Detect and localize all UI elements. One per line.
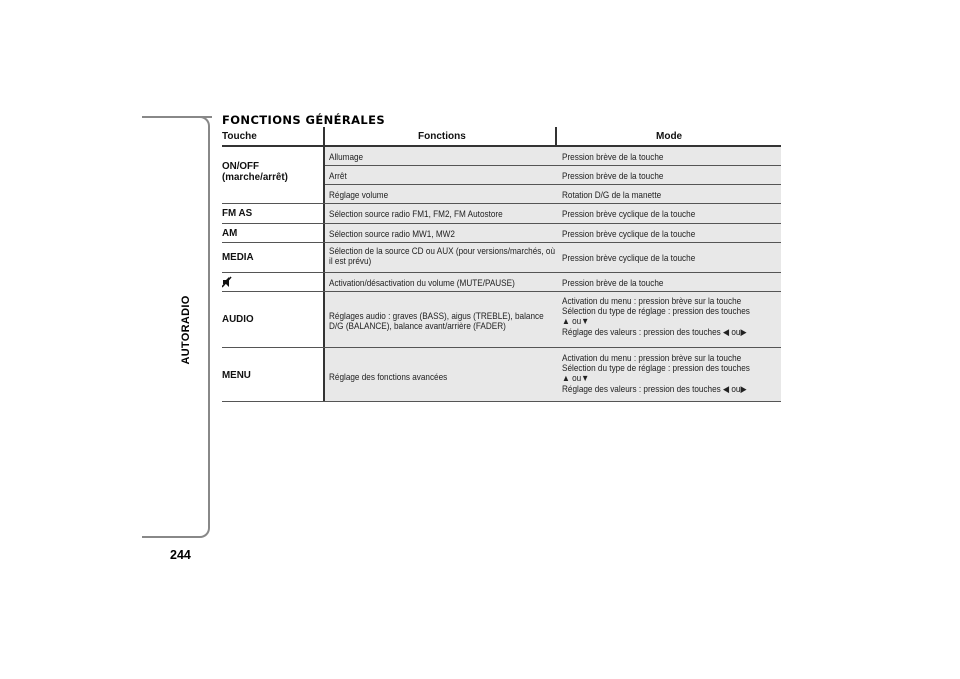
key-am: AM bbox=[222, 228, 238, 239]
row-divider bbox=[222, 401, 781, 402]
key-onoff: ON/OFF (marche/arrêt) bbox=[222, 161, 288, 183]
row-band bbox=[325, 166, 781, 185]
mute-icon bbox=[222, 276, 233, 291]
down-arrow-icon: ▼ bbox=[581, 373, 590, 383]
table-row bbox=[222, 147, 781, 183]
key-media: MEDIA bbox=[222, 252, 254, 263]
column-header-key: Touche bbox=[222, 131, 257, 142]
row-band bbox=[325, 147, 781, 166]
table-row bbox=[222, 185, 781, 204]
mode-text: Pression brève cyclique de la touche bbox=[562, 209, 696, 219]
chapter-label: AUTORADIO bbox=[180, 295, 192, 365]
function-text: Réglage des fonctions avancées bbox=[329, 372, 448, 382]
function-text: Sélection de la source CD ou AUX (pour versions/marchés, où il est prévu) bbox=[329, 246, 556, 267]
mode-line: Réglage des valeurs : pression des touches ◀ ou▶ bbox=[562, 327, 747, 337]
mode-text: Pression brève de la touche bbox=[562, 278, 664, 288]
table-row bbox=[222, 292, 781, 348]
mode-line: Sélection du type de réglage : pression des touches bbox=[562, 306, 750, 316]
left-arrow-icon: ◀ bbox=[723, 327, 730, 337]
mode-line: ▲ ou▼ bbox=[562, 373, 590, 383]
mode-line: Activation du menu : pression brève sur la touche bbox=[562, 353, 742, 363]
mode-line: Réglage des valeurs : pression des touches ◀ ou▶ bbox=[562, 384, 747, 394]
table-row bbox=[222, 204, 781, 224]
up-arrow-icon: ▲ bbox=[562, 316, 570, 326]
function-text: Sélection source radio MW1, MW2 bbox=[329, 229, 455, 239]
function-text: Réglages audio : graves (BASS), aigus (TREBLE), balance D/G (BALANCE), balance avant/arrière (FADER) bbox=[329, 311, 544, 332]
table-row bbox=[222, 166, 781, 185]
mode-text: Pression brève de la touche bbox=[562, 171, 664, 181]
column-header-functions: Fonctions bbox=[418, 131, 466, 142]
mode-line: Activation du menu : pression brève sur la touche bbox=[562, 296, 742, 306]
down-arrow-icon: ▼ bbox=[581, 316, 590, 326]
mode-line: Sélection du type de réglage : pression des touches bbox=[562, 363, 750, 373]
mode-text: Pression brève cyclique de la touche bbox=[562, 229, 696, 239]
left-arrow-icon: ◀ bbox=[723, 384, 730, 394]
page-number: 244 bbox=[170, 548, 191, 562]
function-text: Allumage bbox=[329, 152, 364, 162]
table-row bbox=[222, 243, 781, 273]
function-text: Activation/désactivation du volume (MUTE/PAUSE) bbox=[329, 278, 515, 288]
table-row bbox=[222, 273, 781, 292]
page-frame bbox=[142, 116, 210, 538]
table-row bbox=[222, 224, 781, 243]
row-band bbox=[325, 185, 781, 204]
key-menu: MENU bbox=[222, 370, 251, 381]
function-text: Sélection source radio FM1, FM2, FM Autostore bbox=[329, 209, 503, 219]
function-text: Arrêt bbox=[329, 171, 347, 181]
mode-line: ▲ ou▼ bbox=[562, 316, 590, 326]
function-text: Réglage volume bbox=[329, 190, 389, 200]
right-arrow-icon: ▶ bbox=[740, 327, 747, 337]
key-audio: AUDIO bbox=[222, 314, 254, 325]
table-row bbox=[222, 348, 781, 402]
up-arrow-icon: ▲ bbox=[562, 373, 570, 383]
mode-text: Rotation D/G de la manette bbox=[562, 190, 662, 200]
right-arrow-icon: ▶ bbox=[740, 384, 747, 394]
column-header-mode: Mode bbox=[656, 131, 683, 142]
section-title: FONCTIONS GÉNÉRALES bbox=[222, 113, 386, 127]
key-fm-as: FM AS bbox=[222, 208, 253, 219]
mode-text: Pression brève de la touche bbox=[562, 152, 664, 162]
mode-text: Pression brève cyclique de la touche bbox=[562, 253, 696, 263]
